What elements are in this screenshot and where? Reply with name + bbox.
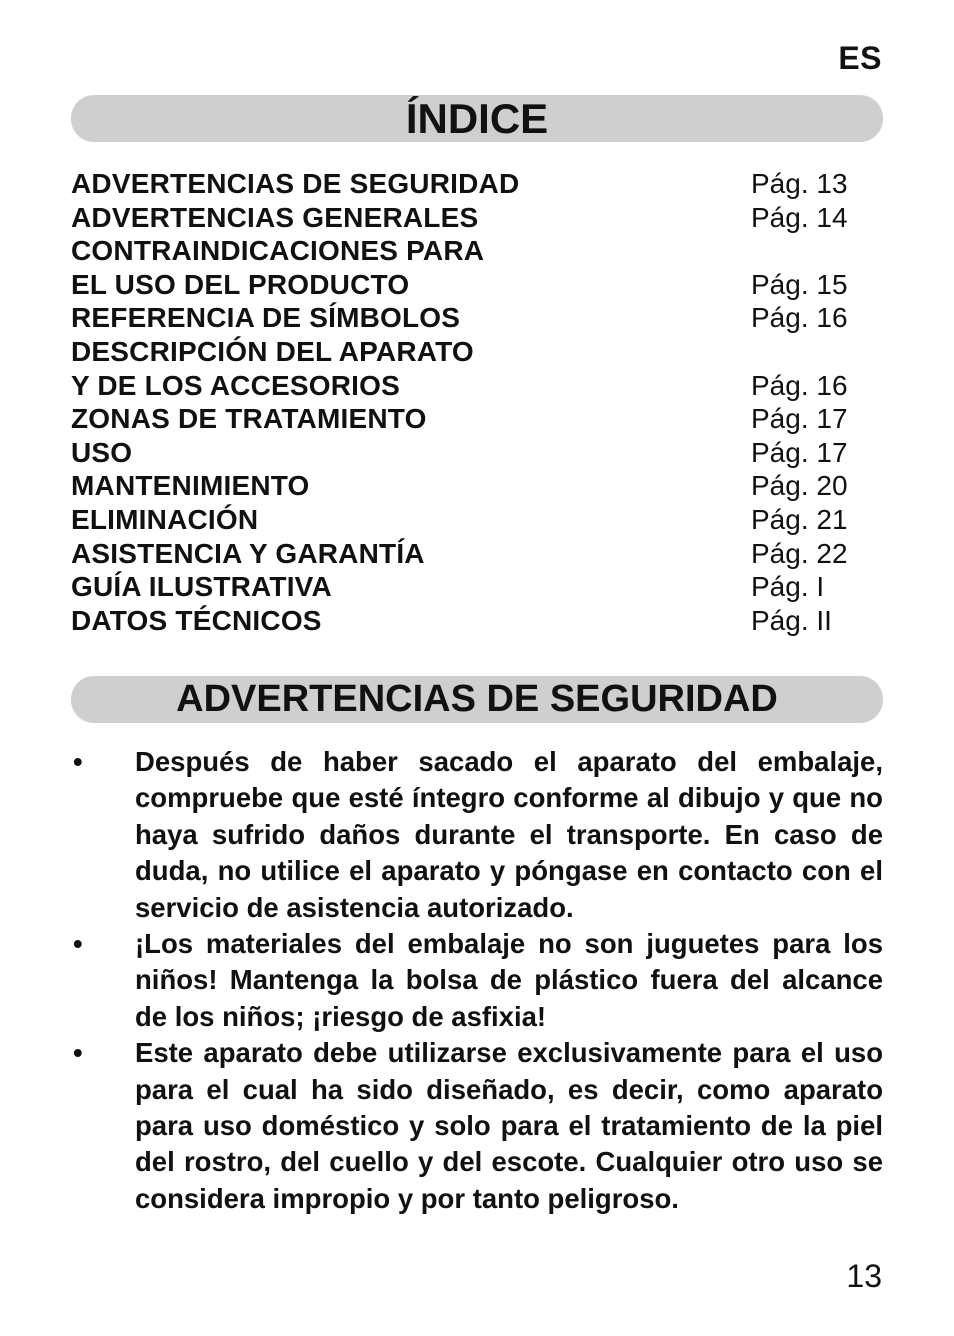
toc-entry bbox=[71, 335, 851, 369]
bullet-icon: • bbox=[73, 928, 83, 960]
toc-entry-page: Pág. 21 bbox=[751, 503, 848, 535]
toc-entry-page: Pág. 16 bbox=[751, 369, 848, 401]
toc-entry-page: Pág. 14 bbox=[751, 201, 848, 233]
toc-entry bbox=[71, 570, 851, 604]
toc-entry-page: Pág. 17 bbox=[751, 436, 848, 468]
toc-entry-label: USO bbox=[71, 436, 133, 468]
toc-entry-label: ADVERTENCIAS GENERALES bbox=[71, 201, 479, 233]
toc-entry-label: CONTRAINDICACIONES PARA bbox=[71, 235, 485, 267]
page-number: 13 bbox=[846, 1258, 882, 1294]
toc-entry-label: DATOS TÉCNICOS bbox=[71, 604, 322, 636]
toc-entry-label: ELIMINACIÓN bbox=[71, 503, 259, 535]
toc-entry bbox=[71, 268, 851, 302]
list-item bbox=[71, 926, 883, 1035]
warning-text: Después de haber sacado el aparato del embalaje, compruebe que esté íntegro conforme al dibujo y que no haya sufrido daños durante el transporte. En caso de duda, no utilice el aparato y póngase en contacto con el servicio de asistencia autorizado. bbox=[135, 746, 883, 923]
warning-text: Este aparato debe utilizarse exclusivamente para el uso para el cual ha sido diseñado, es decir, como aparato para uso doméstico y solo para el tratamiento de la piel del rostro, del cuello y del escote. Cualquier otro uso se considera impropio y por tanto peligroso. bbox=[135, 1037, 883, 1214]
bullet-icon: • bbox=[73, 746, 83, 777]
safety-title: ADVERTENCIAS DE SEGURIDAD bbox=[176, 678, 778, 720]
toc-entry-page: Pág. 15 bbox=[751, 268, 848, 300]
bullet-icon: • bbox=[73, 1037, 83, 1069]
toc-entry-page: Pág. II bbox=[751, 604, 832, 636]
toc-entry-page: Pág. I bbox=[751, 571, 825, 603]
toc-entry bbox=[71, 469, 851, 503]
toc-entry bbox=[71, 369, 851, 403]
toc-entry bbox=[71, 201, 851, 235]
toc-entry-label: ASISTENCIA Y GARANTÍA bbox=[71, 537, 425, 569]
table-of-contents bbox=[71, 167, 851, 637]
toc-entry bbox=[71, 167, 851, 201]
toc-entry bbox=[71, 436, 851, 470]
toc-entry-label: Y DE LOS ACCESORIOS bbox=[71, 369, 400, 401]
toc-entry-page: Pág. 16 bbox=[751, 302, 848, 334]
toc-entry-label: DESCRIPCIÓN DEL APARATO bbox=[71, 335, 474, 367]
toc-entry-page: Pág. 13 bbox=[751, 168, 848, 199]
toc-entry-label: MANTENIMIENTO bbox=[71, 470, 310, 502]
toc-entry-label: ZONAS DE TRATAMIENTO bbox=[71, 403, 427, 435]
list-item bbox=[71, 744, 883, 926]
language-code: ES bbox=[838, 40, 882, 76]
toc-entry bbox=[71, 604, 851, 638]
index-title: ÍNDICE bbox=[405, 94, 549, 142]
toc-entry bbox=[71, 234, 851, 268]
safety-warnings-list bbox=[71, 744, 883, 1217]
toc-entry-page: Pág. 22 bbox=[751, 537, 848, 569]
list-item bbox=[71, 1035, 883, 1217]
toc-entry-label: ADVERTENCIAS DE SEGURIDAD bbox=[71, 168, 520, 199]
toc-entry bbox=[71, 503, 851, 537]
toc-entry-page: Pág. 17 bbox=[751, 403, 848, 435]
toc-entry bbox=[71, 402, 851, 436]
warning-text: ¡Los materiales del embalaje no son juguetes para los niños! Mantenga la bolsa de plástico fuera del alcance de los niños; ¡riesgo de asfixia! bbox=[135, 928, 883, 1032]
toc-entry-label: GUÍA ILUSTRATIVA bbox=[71, 571, 332, 603]
toc-entry-page: Pág. 20 bbox=[751, 470, 848, 502]
safety-title-banner bbox=[71, 676, 883, 723]
index-title-banner bbox=[71, 95, 883, 142]
toc-entry bbox=[71, 301, 851, 335]
toc-entry bbox=[71, 537, 851, 571]
toc-entry-label: REFERENCIA DE SÍMBOLOS bbox=[71, 302, 461, 334]
toc-entry-label: EL USO DEL PRODUCTO bbox=[71, 268, 410, 300]
